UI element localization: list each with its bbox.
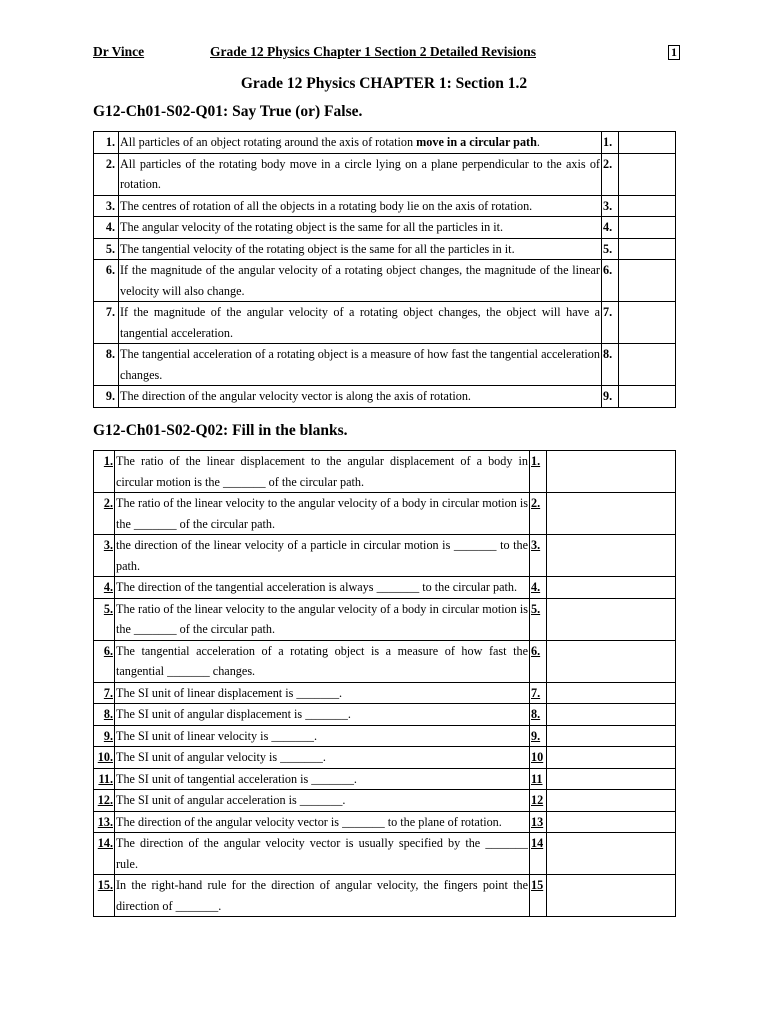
q02-heading: G12-Ch01-S02-Q02: Fill in the blanks. bbox=[93, 422, 348, 439]
question-text: The SI unit of tangential acceleration is _______. bbox=[115, 768, 530, 790]
question-text bbox=[119, 217, 602, 239]
answer-number: 14 bbox=[530, 833, 547, 875]
question-number: 12. bbox=[94, 790, 115, 812]
question-text: The direction of the tangential acceleration is always _______ to the circular path. bbox=[115, 577, 530, 599]
question-text: The ratio of the linear velocity to the angular velocity of a body in circular motion is the _______ of the circular path. bbox=[115, 598, 530, 640]
table-row bbox=[94, 238, 676, 260]
question-text-part: The tangential acceleration of a rotating object is a measure of how fast the tangential acceleration changes. bbox=[120, 347, 600, 382]
question-text bbox=[119, 344, 602, 386]
table-row bbox=[94, 768, 676, 790]
answer-number: 15 bbox=[530, 875, 547, 917]
question-text-part: The angular velocity of the rotating object is the same for all the particles in it. bbox=[120, 220, 504, 234]
question-text: The ratio of the linear velocity to the angular velocity of a body in circular motion is the _______ of the circular path. bbox=[115, 493, 530, 535]
question-text-part: The centres of rotation of all the objects in a rotating body lie on the axis of rotation. bbox=[120, 198, 533, 213]
question-number: 2. bbox=[94, 153, 119, 195]
question-number: 8. bbox=[94, 344, 119, 386]
answer-number: 2. bbox=[530, 493, 547, 535]
answer-number: 6. bbox=[602, 260, 619, 302]
question-emphasis: move in a circular path bbox=[416, 135, 537, 149]
question-number: 3. bbox=[94, 195, 119, 217]
question-text-part: The tangential velocity of the rotating object is the same for all the particles in it. bbox=[120, 241, 515, 256]
answer-box[interactable] bbox=[619, 238, 676, 260]
answer-box[interactable] bbox=[547, 747, 676, 769]
question-number: 6. bbox=[94, 260, 119, 302]
answer-box[interactable] bbox=[547, 790, 676, 812]
answer-box[interactable] bbox=[547, 704, 676, 726]
table-row bbox=[94, 875, 676, 917]
answer-number: 9. bbox=[602, 386, 619, 408]
question-text: The ratio of the linear displacement to the angular displacement of a body in circular motion is the _______ of the circular path. bbox=[115, 451, 530, 493]
question-text-tail: . bbox=[536, 135, 540, 149]
answer-box[interactable] bbox=[547, 640, 676, 682]
table-row bbox=[94, 682, 676, 704]
question-number: 2. bbox=[94, 493, 115, 535]
answer-number: 13 bbox=[530, 811, 547, 833]
answer-box[interactable] bbox=[547, 577, 676, 599]
question-number: 8. bbox=[94, 704, 115, 726]
table-row bbox=[94, 598, 676, 640]
answer-box[interactable] bbox=[619, 344, 676, 386]
question-text: The direction of the angular velocity vector is _______ to the plane of rotation. bbox=[115, 811, 530, 833]
table-row bbox=[94, 386, 676, 408]
question-number: 9. bbox=[94, 386, 119, 408]
answer-box[interactable] bbox=[547, 598, 676, 640]
question-number: 5. bbox=[94, 598, 115, 640]
table-row bbox=[94, 577, 676, 599]
question-number: 4. bbox=[94, 217, 119, 239]
question-text-part: If the magnitude of the angular velocity of a rotating object changes, the magnitude of the linear velocity will also change. bbox=[120, 263, 600, 298]
table-row bbox=[94, 535, 676, 577]
answer-number: 2. bbox=[602, 153, 619, 195]
answer-box[interactable] bbox=[619, 217, 676, 239]
answer-number: 4. bbox=[530, 577, 547, 599]
question-number: 9. bbox=[94, 725, 115, 747]
question-text-part: All particles of an object rotating around the axis of rotation bbox=[120, 135, 417, 149]
question-text bbox=[119, 195, 602, 217]
table-row bbox=[94, 747, 676, 769]
question-number: 1. bbox=[94, 132, 119, 154]
question-text bbox=[119, 260, 602, 302]
answer-number: 12 bbox=[530, 790, 547, 812]
question-number: 7. bbox=[94, 682, 115, 704]
question-number: 11. bbox=[94, 768, 115, 790]
table-row bbox=[94, 153, 676, 195]
answer-number: 8. bbox=[530, 704, 547, 726]
answer-number: 11 bbox=[530, 768, 547, 790]
question-text: The SI unit of angular displacement is _______. bbox=[115, 704, 530, 726]
answer-number: 10 bbox=[530, 747, 547, 769]
answer-box[interactable] bbox=[547, 535, 676, 577]
question-text: The tangential acceleration of a rotating object is a measure of how fast the tangential _______ changes. bbox=[115, 640, 530, 682]
table-row bbox=[94, 132, 676, 154]
page-number: 1 bbox=[668, 45, 680, 60]
question-text: the direction of the linear velocity of a particle in circular motion is _______ to the path. bbox=[115, 535, 530, 577]
answer-number: 7. bbox=[602, 302, 619, 344]
question-text-part: The direction of the angular velocity vector is along the axis of rotation. bbox=[120, 389, 471, 403]
answer-number: 3. bbox=[602, 195, 619, 217]
answer-box[interactable] bbox=[619, 132, 676, 154]
answer-number: 4. bbox=[602, 217, 619, 239]
table-row bbox=[94, 640, 676, 682]
table-row bbox=[94, 704, 676, 726]
answer-box[interactable] bbox=[619, 302, 676, 344]
question-number: 5. bbox=[94, 238, 119, 260]
true-false-table bbox=[93, 131, 676, 408]
question-text: In the right-hand rule for the direction of angular velocity, the fingers point the direction of _______. bbox=[115, 875, 530, 917]
question-number: 10. bbox=[94, 747, 115, 769]
answer-box[interactable] bbox=[619, 153, 676, 195]
answer-number: 8. bbox=[602, 344, 619, 386]
answer-number: 3. bbox=[530, 535, 547, 577]
question-text: The SI unit of linear displacement is _______. bbox=[115, 682, 530, 704]
table-row bbox=[94, 302, 676, 344]
answer-box[interactable] bbox=[547, 493, 676, 535]
question-number: 1. bbox=[94, 451, 115, 493]
question-text-part: If the magnitude of the angular velocity of a rotating object changes, the object will have a tangential acceleration. bbox=[120, 305, 600, 340]
answer-number: 1. bbox=[530, 451, 547, 493]
table-row bbox=[94, 811, 676, 833]
table-row bbox=[94, 344, 676, 386]
answer-box[interactable] bbox=[547, 833, 676, 875]
question-text: The direction of the angular velocity vector is usually specified by the _______ rule. bbox=[115, 833, 530, 875]
question-text: The SI unit of linear velocity is _______. bbox=[115, 725, 530, 747]
answer-number: 1. bbox=[602, 132, 619, 154]
header-title: Grade 12 Physics Chapter 1 Section 2 Detailed Revisions bbox=[210, 44, 536, 59]
question-number: 15. bbox=[94, 875, 115, 917]
table-row bbox=[94, 451, 676, 493]
table-row bbox=[94, 725, 676, 747]
question-text bbox=[119, 386, 602, 408]
answer-box[interactable] bbox=[619, 260, 676, 302]
table-row bbox=[94, 493, 676, 535]
question-number: 4. bbox=[94, 577, 115, 599]
q01-heading: G12-Ch01-S02-Q01: Say True (or) False. bbox=[93, 103, 363, 120]
table-row bbox=[94, 217, 676, 239]
answer-number: 9. bbox=[530, 725, 547, 747]
answer-number: 7. bbox=[530, 682, 547, 704]
question-number: 14. bbox=[94, 833, 115, 875]
answer-box[interactable] bbox=[547, 768, 676, 790]
question-text: The SI unit of angular acceleration is _______. bbox=[115, 790, 530, 812]
answer-box[interactable] bbox=[547, 682, 676, 704]
question-text: The SI unit of angular velocity is _______. bbox=[115, 747, 530, 769]
answer-box[interactable] bbox=[547, 725, 676, 747]
table-row bbox=[94, 195, 676, 217]
answer-box[interactable] bbox=[547, 811, 676, 833]
answer-number: 6. bbox=[530, 640, 547, 682]
question-text bbox=[119, 153, 602, 195]
header-author: Dr Vince bbox=[93, 44, 145, 59]
question-text bbox=[119, 302, 602, 344]
page-title: Grade 12 Physics CHAPTER 1: Section 1.2 bbox=[240, 75, 528, 92]
answer-box[interactable] bbox=[547, 875, 676, 917]
answer-number: 5. bbox=[530, 598, 547, 640]
question-number: 3. bbox=[94, 535, 115, 577]
answer-number: 5. bbox=[602, 238, 619, 260]
table-row bbox=[94, 790, 676, 812]
question-number: 6. bbox=[94, 640, 115, 682]
table-row bbox=[94, 833, 676, 875]
answer-box[interactable] bbox=[619, 195, 676, 217]
question-number: 13. bbox=[94, 811, 115, 833]
question-number: 7. bbox=[94, 302, 119, 344]
answer-box[interactable] bbox=[619, 386, 676, 408]
answer-box[interactable] bbox=[547, 451, 676, 493]
fill-blanks-table bbox=[93, 450, 676, 917]
table-row bbox=[94, 260, 676, 302]
question-text bbox=[119, 238, 602, 260]
question-text bbox=[119, 132, 602, 154]
question-text-part: All particles of the rotating body move in a circle lying on a plane perpendicular to the axis of rotation. bbox=[120, 156, 600, 191]
